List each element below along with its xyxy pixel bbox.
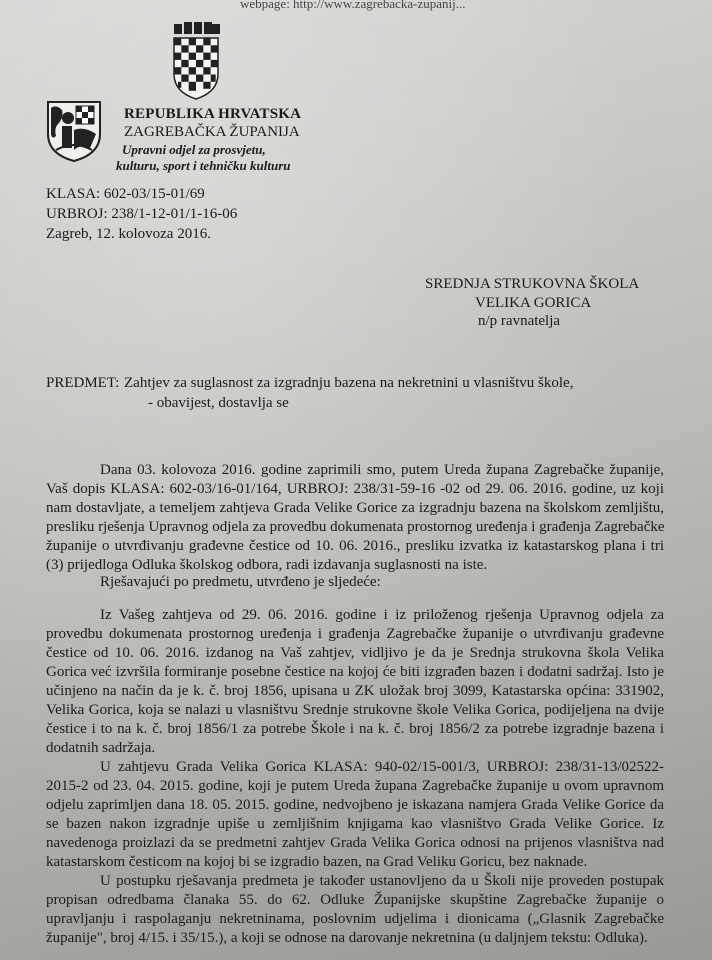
subject-text: Zahtjev za suglasnost za izgradnju bazena na nekretnini u vlasništvu škole, [124,375,574,391]
org-department-line2: kulturu, sport i tehničku kulturu [116,158,291,173]
p4-line: navedenoga proizlazi da se predmetni zahtjev Grada Velika Gorica odnosi na prijenos vlasništva nad [46,835,664,851]
p5-line: upravljanju i raspolaganju nekretninama, poslovnim udjelima i dionicama („Glasnik Zagrebačke [46,911,664,927]
subject-label: PREDMET: [46,375,120,391]
p1-line: (3) prijedloga Odluka školskog odbora, radi izdavanja suglasnosti na iste. [46,557,488,573]
p3-line: Gorica već izvršila formiranje posebne čestice na kojoj će biti izgrađen bazen i dodatni sadržaj. Isto je [46,664,664,680]
p4-line: U zahtjevu Grada Velika Gorica KLASA: 940-02/15-001/3, URBROJ: 238/31-13/02522- [100,759,664,775]
p1-line: nam dostavljate, a temeljem zahtjeva Grada Velike Gorice za izgradnju bazena na školskom zemljištu, [46,500,664,516]
p5-line: U postupku rješavanja predmeta je također ustanovljeno da u Školi nije proveden postupak [100,873,664,889]
p1-line: presliku rješenja Upravnog odjela za provedbu dokumenata prostornog uređenja i građenja Zagrebačke [46,519,665,535]
p4-line: odjelu zaprimljen dana 18. 05. 2015. godine, nedvojbeno je iskazana namjera Grada Velike Gorice da [46,797,664,813]
p1-line: Vaš dopis KLASA: 602-03/16-01/164, URBROJ: 238/31-59-16 -02 od 29. 06. 2016. godine, uz koji [46,481,664,497]
p3-line: Iz Vašeg zahtjeva od 29. 06. 2016. godine i iz priloženog rješenja Upravnog odjela za [100,607,664,623]
recipient-city: VELIKA GORICA [475,295,592,311]
p4-line: se bazen nakon izgradnje upiše u zemljišnim knjigama kao vlasništvo Grada Velike Gorice. Iz [46,816,664,832]
ref-klasa: KLASA: 602-03/15-01/69 [46,186,205,202]
header-url: webpage: http://www.zagrebacka-zupanij... [240,0,466,11]
zagreb-county-coat-of-arms-icon [46,100,102,162]
p3-line: učinjeno na način da je k. č. broj 1856, upisana u ZK uložak broj 3099, Katastarska općina: 331902, [46,683,664,699]
p3-line: čestice od 10. 06. 2016. izdanog na Vaš zahtjev, vidljivo je da je Srednja strukovna škola Velika [46,645,664,661]
p3-line: provedbu dokumenata prostornog uređenja i građenja Zagrebačke županije o utvrđivanju građevne [46,626,664,642]
p5-line: propisan odredbama članaka 55. do 62. Odluke Županijske skupštine Zagrebačke županije o [46,892,664,908]
subject-subtitle: - obavijest, dostavlja se [148,395,289,411]
p3-line: Velika Gorica, koja se nalazi u vlasništvu Srednje strukovne škole Velika Gorica, podijeljena na dvije [46,702,664,718]
recipient-attention: n/p ravnatelja [478,313,561,329]
p5-line: županije", broj 4/15. i 35/15.), a koji se odnose na darovanje nekretnina (u daljnjem tekstu: Odluka). [46,930,648,946]
p4-line: 2015-2 od 23. 04. 2015. godine, koji je putem Ureda župana Zagrebačke županije u ovom upravnom [46,778,664,794]
p2-line: Rješavajući po predmetu, utvrđeno je sljedeće: [100,574,381,590]
p1-line: županije o utvrđivanju građevne čestice od 10. 06. 2016., presliku izvatka iz katastarskog plana i tri [46,538,664,554]
org-republic: REPUBLIKA HRVATSKA [124,106,302,122]
p1-line: Dana 03. kolovoza 2016. godine zaprimili smo, putem Ureda župana Zagrebačke županije, [100,462,664,478]
p3-line: čestice i to na k. č. broj 1856/1 za potrebe Škole i na k. č. broj 1856/2 za potrebe izgradnje bazena i [46,721,664,737]
ref-place-date: Zagreb, 12. kolovoza 2016. [46,226,211,242]
ref-urbroj: URBROJ: 238/1-12-01/1-16-06 [46,206,238,222]
org-county: ZAGREBAČKA ŽUPANIJA [124,124,300,140]
org-department-line1: Upravni odjel za prosvjetu, [122,142,266,157]
recipient-school: SREDNJA STRUKOVNA ŠKOLA [425,276,640,292]
croatian-coat-of-arms-icon [170,22,222,100]
p3-line: dodatnih sadržaja. [46,740,156,756]
p4-line: katastarskom česticom na kojoj bi se izgradio bazen, na Grad Veliku Goricu, bez naknade. [46,854,588,870]
